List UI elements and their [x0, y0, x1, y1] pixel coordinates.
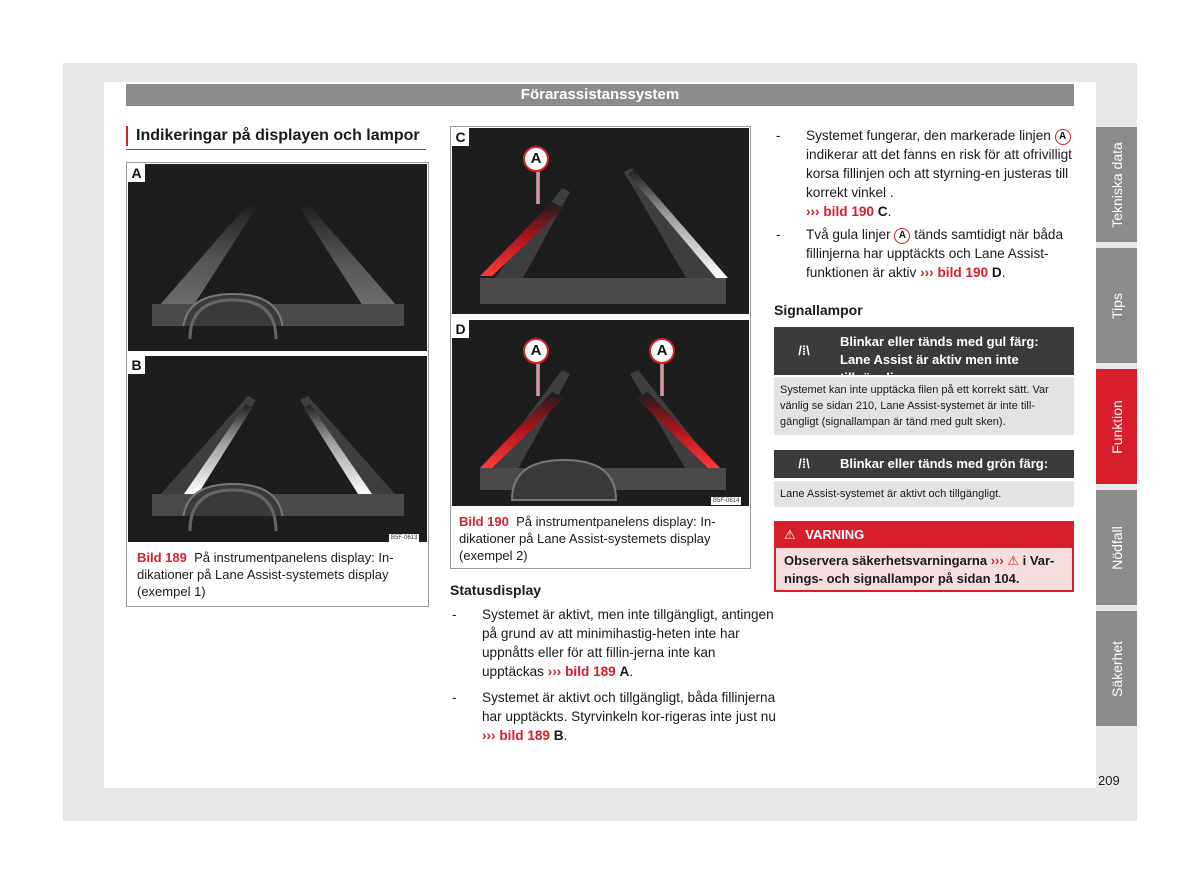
cross-reference-link[interactable]: bild 190	[937, 265, 989, 280]
figure-code: B5F-0613	[391, 535, 418, 541]
cross-reference-link[interactable]: bild 189	[499, 728, 550, 743]
figure-189	[126, 162, 429, 607]
signal-row-description: Systemet kan inte upptäcka filen på ett korrekt sätt. Var vänlig se sidan 210, Lane Assist-systemet är inte till-gängligt (signallampan är tänd med gult sken).	[774, 377, 1074, 435]
marker-a: A	[649, 338, 675, 364]
caption-text: På instrumentpanelens display: In-dikationer på Lane Assist-systemets display (exempel 2)	[459, 514, 716, 563]
list-item: - Systemet fungerar, den markerade linjen A indikerar att det fanns en risk för att ofrivilligt korsa fillinjen och att styrning-en justeras till korrekt vinkel . ››› bild 190 C.	[776, 128, 1072, 219]
chapter-header: Förarassistanssystem	[126, 84, 1074, 106]
cross-reference-link[interactable]: bild 189	[565, 664, 616, 679]
lane-assist-icon: /⁞\	[798, 456, 810, 471]
statusdisplay-heading: Statusdisplay	[450, 582, 542, 598]
section-underline	[126, 149, 426, 150]
display-panel-c	[452, 128, 749, 314]
cross-reference-link[interactable]: i Var-nings- och signallampor på sidan 104	[784, 553, 1055, 586]
lane-display-a	[128, 164, 427, 351]
signallampor-heading: Signallampor	[774, 302, 863, 318]
marker-a: A	[894, 228, 910, 244]
lane-display-b	[128, 356, 427, 542]
display-panel-b	[128, 356, 427, 542]
section-title: Indikeringar på displayen och lampor	[126, 126, 436, 146]
panel-label-c: C	[452, 128, 469, 146]
figure-code: B5F-0614	[713, 498, 740, 504]
warning-icon: ⚠	[1007, 553, 1019, 568]
caption-label: Bild 190	[459, 514, 509, 529]
figure-190	[450, 126, 751, 569]
figure-caption	[459, 513, 741, 564]
lane-assist-icon: /⁞\	[798, 343, 810, 358]
cross-reference-link[interactable]: bild 190	[823, 204, 874, 219]
tab-sakerhet[interactable]: Säkerhet	[1096, 611, 1137, 726]
panel-label-d: D	[452, 320, 469, 338]
tab-nodfall[interactable]: Nödfall	[1096, 490, 1137, 605]
display-panel-d	[452, 320, 749, 506]
tab-tips[interactable]: Tips	[1096, 248, 1137, 363]
lane-display-c	[452, 128, 749, 314]
display-panel-a	[128, 164, 427, 351]
page-number: 209	[1098, 773, 1120, 788]
signal-row-description: Lane Assist-systemet är aktivt och tillgängligt.	[774, 481, 1074, 507]
caption-label: Bild 189	[137, 550, 187, 565]
marker-a: A	[523, 338, 549, 364]
list-item: - Systemet är aktivt, men inte tillgängligt, antingen på grund av att minimihastig-heten inte har uppnåtts eller för att fillin-jerna inte kan upptäckas ››› bild 189 A.	[452, 607, 774, 679]
list-item: - Systemet är aktivt och tillgängligt, båda fillinjerna har upptäckts. Styrvinkeln kor-rigeras inte just nu ››› bild 189 B.	[452, 690, 776, 743]
marker-a: A	[523, 146, 549, 172]
warning-icon: ⚠	[784, 527, 796, 542]
signal-row-header: /⁞\ Blinkar eller tänds med gul färg: Lane Assist är aktiv men inte	[774, 327, 1074, 375]
panel-label-b: B	[128, 356, 145, 374]
tab-funktion[interactable]: Funktion	[1096, 369, 1137, 484]
tab-tekniska-data[interactable]: Tekniska data	[1096, 127, 1137, 242]
list-item: - Två gula linjer A tänds samtidigt när båda fillinjerna har upptäckts och Lane Assist-funktionen är aktiv ››› bild 190 D.	[776, 227, 1064, 280]
marker-a: A	[1055, 129, 1071, 145]
warning-body: Observera säkerhetsvarningarna ››› ⚠ i Var-nings- och signallampor på sidan 104.	[774, 548, 1074, 592]
caption-text: På instrumentpanelens display: In-dikationer på Lane Assist-systemets display (exempel 1)	[137, 550, 394, 599]
warning-header	[774, 521, 1074, 548]
lane-display-d	[452, 320, 749, 506]
signal-row-header: /⁞\ Blinkar eller tänds med grön färg:	[774, 450, 1074, 478]
warning-title: VARNING	[805, 527, 865, 542]
figure-caption	[137, 549, 417, 600]
panel-label-a: A	[128, 164, 145, 182]
